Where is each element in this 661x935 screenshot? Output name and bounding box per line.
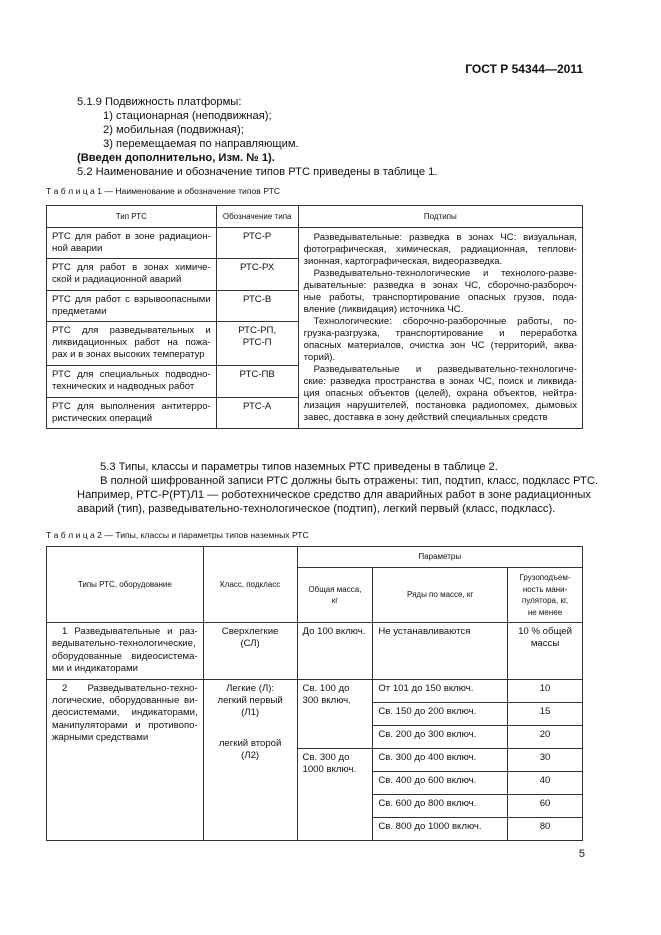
clause-53: 5.3 Типы, классы и параметры типов наземных РТС приведены в таблице 2. (100, 461, 498, 473)
col-header: Общая масса, кг (297, 568, 373, 623)
table-row: РТС для специальных подводно- технических и надводных работ РТС-ПВ (47, 366, 583, 397)
list-item: 3) перемещаемая по направляющим. (103, 138, 299, 150)
clause-53-text: Например, РТС-Р(РТ)Л1 — роботехническое средство для аварийных работ в зоне радиационных (77, 489, 591, 501)
clause-519-title: 5.1.9 Подвижность платформы: (77, 96, 242, 108)
table-row: Св. 800 до 1000 включ. 80 (47, 817, 583, 840)
col-header: Обозначение типа (216, 206, 298, 228)
col-header: Грузоподъем- ность мани- пулятора, кг, не менее (508, 568, 583, 623)
table-row: Св. 150 до 200 включ. 15 (47, 702, 583, 725)
amendment-note: (Введен дополнительно, Изм. № 1). (77, 152, 275, 164)
table-2 (46, 546, 583, 841)
clause-53-text: аварий (тип), разведывательно-технологическое (подтип), легкий первый (класс, подкласс). (77, 503, 556, 515)
table-row: РТС для работ в зонах химиче- ской и радиационной аварий РТС-РХ (47, 259, 583, 290)
list-item: 2) мобильная (подвижная); (103, 124, 244, 136)
table-row: РТС для разведывательных и ликвидационных работ на пожа- рах и в зонах высоких температур РТС-РП, РТС-П (47, 322, 583, 366)
clause-52: 5.2 Наименование и обозначение типов РТС приведены в таблице 1. (77, 166, 438, 178)
table-row: РТС для работ с взрывоопасными предметами РТС-В (47, 290, 583, 321)
table-row: Св. 400 до 600 включ. 40 (47, 771, 583, 794)
col-header: Ряды по массе, кг (373, 568, 508, 623)
list-item: 1) стационарная (неподвижная); (103, 110, 272, 122)
table1-caption: Т а б л и ц а 1 — Наименование и обозначение типов РТС (46, 186, 281, 196)
col-header: Подтипы (298, 206, 582, 228)
col-header: Параметры (297, 547, 582, 568)
clause-53-text: В полной шифрованной записи РТС должны быть отражены: тип, подтип, класс, подкласс РТС. (100, 475, 599, 487)
table-row: РТС для работ в зоне радиацион- ной аварии РТС-Р Разведывательные: разведка в зонах ЧС: визуальная, фотографическая, химическая, радиационная, теплови- зионная, картографическая, видеоразведка. Разведывательно-технологические и технолого-разве- дывательные: разведка в зонах ЧС, сборочно-разбороч- ные работы, транспортирование опасных грузов, пода- вление (ликвидация) источника ЧС. Технологические: сборочно-разборочные работы, по- грузка-разгрузка, транспортирование и переработка опасных материалов, очистка зон ЧС (территорий, аква- торий). Разведывательные и разведывательно-технологиче- ские: разведка пространства в зонах ЧС, поиск и ликвида- ция опасных объектов (целей), охрана объектов, нейтра- лизация нарушителей, постановка радиопомех, дымовых завес, доставка в зону действий специальных средств (47, 228, 583, 259)
table-row: Св. 300 до 1000 включ. Св. 300 до 400 включ. 30 (47, 748, 583, 771)
page-number: 5 (578, 848, 585, 860)
table-row: 1 Разведывательные и раз- ведывательно-технологические, оборудованные видеосистема- ми и индикаторами Сверхлегкие (СЛ) До 100 включ. Не устанавливаются 10 % общей массы (47, 623, 583, 680)
col-header: Типы РТС, оборудование (47, 547, 204, 623)
doc-header: ГОСТ Р 54344—2011 (465, 62, 583, 76)
table-row: РТС для выполнения антитерро- ристических операций РТС-А (47, 397, 583, 428)
table-row: 2 Разведывательно-техно- логические, оборудованные ви- деосистемами, индикаторами, манипуляторами и противопо- жарными средствами Легкие (Л): легкий первый (Л1) легкий второй (Л2) Св. 100 до 300 включ. От 101 до 150 включ. 10 (47, 679, 583, 702)
col-header: Тип РТС (47, 206, 217, 228)
col-header: Класс, подкласс (203, 547, 297, 623)
table2-caption: Т а б л и ц а 2 — Типы, классы и параметры типов наземных РТС (46, 530, 309, 540)
table-row: Св. 200 до 300 включ. 20 (47, 725, 583, 748)
table-row: Св. 600 до 800 включ. 60 (47, 794, 583, 817)
table-1 (46, 205, 583, 429)
